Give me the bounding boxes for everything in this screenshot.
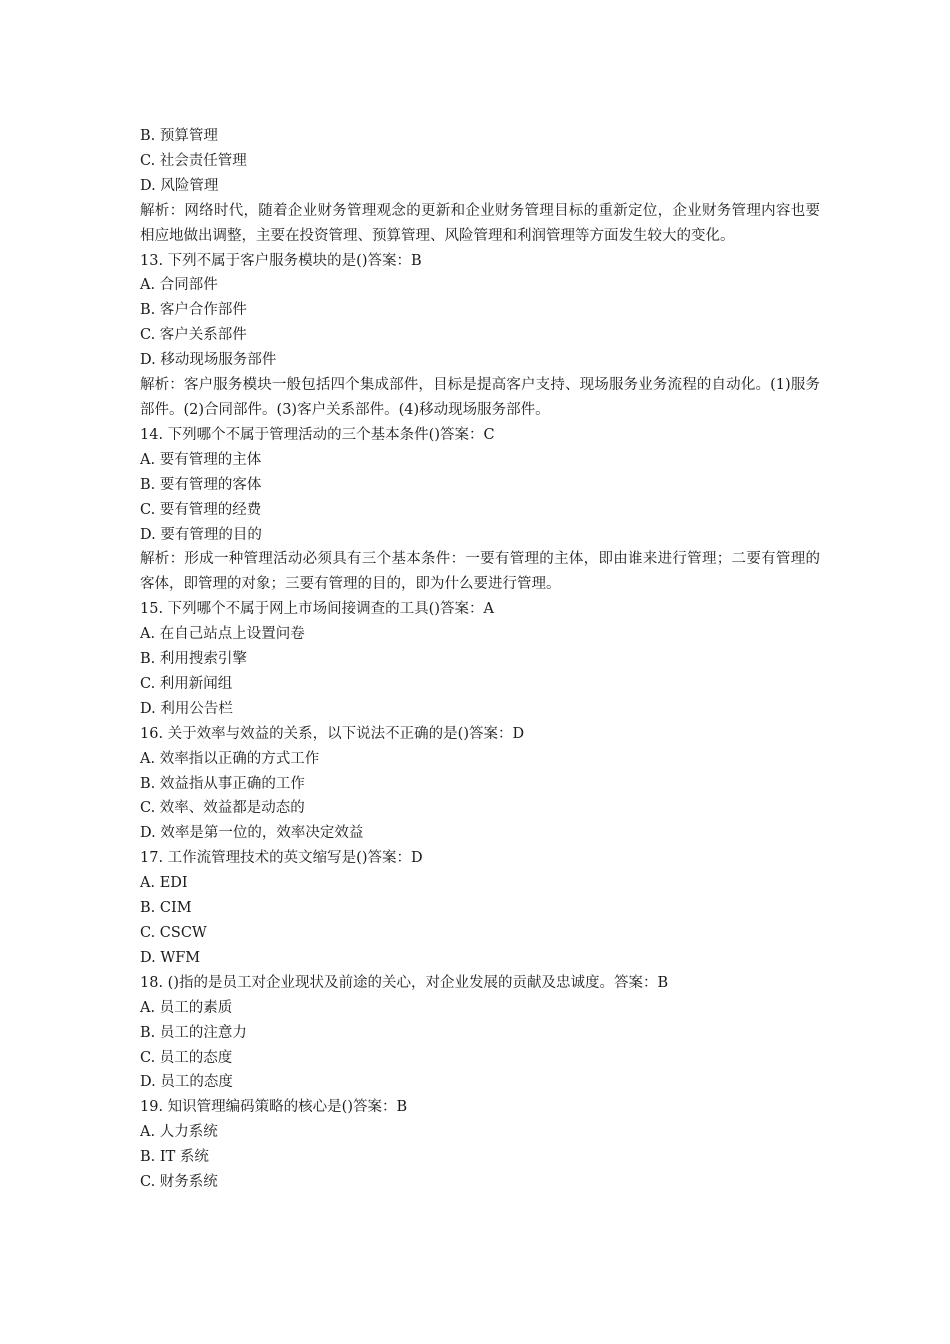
option-15d: D. 利用公告栏 xyxy=(140,700,233,717)
option-14d: D. 要有管理的目的 xyxy=(140,526,262,543)
option-16d: D. 效率是第一位的，效率决定效益 xyxy=(140,825,364,842)
option-14b: B. 要有管理的客体 xyxy=(140,476,262,493)
option-16c: C. 效率、效益都是动态的 xyxy=(140,800,305,817)
option-15a: A. 在自己站点上设置问卷 xyxy=(140,626,305,643)
analysis-13: 解析：客户服务模块一般包括四个集成部件，目标是提高客户支持、现场服务业务流程的自动化。(1)服务部件。(2)合同部件。(3)客户关系部件。(4)移动现场服务部件。 xyxy=(140,377,820,418)
option-16a: A. 效率指以正确的方式工作 xyxy=(140,750,320,767)
option-12d: D. 风险管理 xyxy=(140,177,219,194)
question-14: 14. 下列哪个不属于管理活动的三个基本条件()答案：C xyxy=(140,426,495,443)
option-17c: C. CSCW xyxy=(140,925,207,941)
question-19: 19. 知识管理编码策略的核心是()答案：B xyxy=(140,1099,408,1116)
option-15b: B. 利用搜索引擎 xyxy=(140,651,247,668)
option-17d: D. WFM xyxy=(140,949,201,966)
question-16: 16. 关于效率与效益的关系，以下说法不正确的是()答案：D xyxy=(140,725,525,742)
option-19c: C. 财务系统 xyxy=(140,1174,218,1191)
question-13: 13. 下列不属于客户服务模块的是()答案：B xyxy=(140,252,422,269)
option-14a: A. 要有管理的主体 xyxy=(140,451,262,468)
option-12c: C. 社会责任管理 xyxy=(140,152,247,169)
question-17: 17. 工作流管理技术的英文缩写是()答案：D xyxy=(140,850,423,867)
option-18b: B. 员工的注意力 xyxy=(140,1024,247,1041)
option-18c: C. 员工的态度 xyxy=(140,1049,233,1066)
option-17b: B. CIM xyxy=(140,900,192,917)
option-15c: C. 利用新闻组 xyxy=(140,675,233,692)
option-17a: A. EDI xyxy=(140,875,188,892)
option-13a: A. 合同部件 xyxy=(140,277,218,294)
analysis-12: 解析：网络时代，随着企业财务管理观念的更新和企业财务管理目标的重新定位，企业财务管理内容也要相应地做出调整，主要在投资管理、预算管理、风险管理和利润管理等方面发生较大的变化。 xyxy=(140,202,820,244)
option-13b: B. 客户合作部件 xyxy=(140,302,247,319)
option-18d: D. 员工的态度 xyxy=(140,1074,233,1091)
option-19a: A. 人力系统 xyxy=(140,1124,218,1141)
option-12b: B. 预算管理 xyxy=(140,128,218,144)
option-19b: B. IT 系统 xyxy=(140,1149,209,1166)
option-18a: A. 员工的素质 xyxy=(140,999,233,1016)
question-18: 18. ()指的是员工对企业现状及前途的关心，对企业发展的贡献及忠诚度。答案：B xyxy=(140,974,669,991)
option-13c: C. 客户关系部件 xyxy=(140,327,247,344)
analysis-14: 解析：形成一种管理活动必须具有三个基本条件：一要有管理的主体，即由谁来进行管理；二要有管理的客体，即管理的对象；三要有管理的目的，即为什么要进行管理。 xyxy=(140,551,820,593)
question-15: 15. 下列哪个不属于网上市场间接调查的工具()答案：A xyxy=(140,601,494,618)
option-13d: D. 移动现场服务部件 xyxy=(140,352,277,369)
document-page xyxy=(140,124,820,1195)
option-14c: C. 要有管理的经费 xyxy=(140,501,262,518)
option-16b: B. 效益指从事正确的工作 xyxy=(140,775,305,792)
